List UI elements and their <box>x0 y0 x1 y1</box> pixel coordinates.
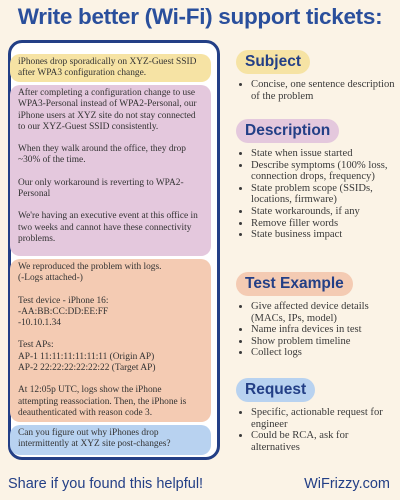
bullet-item: • State problem scope (SSIDs, locations, firmware) <box>251 183 396 206</box>
bullet-item: • Collect logs <box>251 347 396 359</box>
description-section <box>236 119 396 241</box>
subject-heading: Subject <box>236 50 310 74</box>
footer-site-link[interactable]: WiFrizzy.com <box>304 476 390 492</box>
bullet-item: • Could be RCA, ask for alternatives <box>251 430 396 453</box>
ticket-description-para: When they walk around the office, they drop ~30% of the time. <box>18 144 186 166</box>
ticket-description-para: After completing a configuration change to use WPA3-Personal instead of WPA2-Personal, our iPhone users at XYZ site do not stay connected to our XYZ-Guest SSID consistently. <box>18 88 197 132</box>
ticket-subject-block <box>10 54 211 82</box>
bullet-item: • Specific, actionable request for engineer <box>251 407 396 430</box>
bullet-item: • Name infra devices in test <box>251 324 396 336</box>
bullet-item: • State workarounds, if any <box>251 206 396 218</box>
page-title: Write better (Wi-Fi) support tickets: <box>17 4 383 29</box>
ticket-description-block <box>10 85 211 256</box>
bullet-item: • Describe symptoms (100% loss, connection drops, frequency) <box>251 160 396 183</box>
bullet-item: • Concise, one sentence description of the problem <box>251 79 396 102</box>
ticket-request-text: Can you figure out why iPhones drop intermittently at XYZ site post-changes? <box>18 428 171 450</box>
bullet-item: • State business impact <box>251 229 396 241</box>
test-example-section <box>236 272 396 359</box>
ticket-test-line: Test APs: <box>18 340 54 351</box>
ticket-description-para: We're having an executive event at this office in two weeks and cannot have these connectivity problems. <box>18 211 198 244</box>
request-heading: Request <box>236 378 315 402</box>
footer-share-text: Share if you found this helpful! <box>8 476 204 492</box>
ticket-test-line: AP-1 11:11:11:11:11:11 (Origin AP) <box>18 351 155 362</box>
ticket-test-line: -10.10.1.34 <box>18 318 61 329</box>
ticket-request-block <box>10 425 211 455</box>
ticket-test-line: We reproduced the problem with logs. <box>18 262 162 272</box>
ticket-subject-text: iPhones drop sporadically on XYZ-Guest SSID after WPA3 configuration change. <box>18 57 197 79</box>
ticket-test-line: Test device - iPhone 16: <box>18 295 109 306</box>
bullet-item: • Show problem timeline <box>251 336 396 348</box>
ticket-test-line: -AA:BB:CC:DD:EE:FF <box>18 306 109 317</box>
ticket-test-line: AP-2 22:22:22:22:22:22 (Target AP) <box>18 363 156 374</box>
request-bullets <box>236 407 396 453</box>
subject-section <box>236 50 396 102</box>
bullet-item: • Remove filler words <box>251 218 396 230</box>
request-section <box>236 378 396 453</box>
bullet-item: • State when issue started <box>251 148 396 160</box>
ticket-test-timeline: At 12:05p UTC, logs show the iPhone attempting reassociation. Then, the iPhone is deauthenticated with reason code 3. <box>18 385 187 418</box>
ticket-description-para: Our only workaround is reverting to WPA2-Personal <box>18 177 184 200</box>
description-heading: Description <box>236 119 339 143</box>
subject-bullets <box>236 79 396 102</box>
test-example-heading: Test Example <box>236 272 353 296</box>
test-example-bullets <box>236 301 396 359</box>
description-bullets <box>236 148 396 241</box>
ticket-test-block <box>10 259 211 422</box>
bullet-item: • Give affected device details (MACs, IPs, model) <box>251 301 396 324</box>
ticket-test-line: (-Logs attached-) <box>18 273 83 284</box>
